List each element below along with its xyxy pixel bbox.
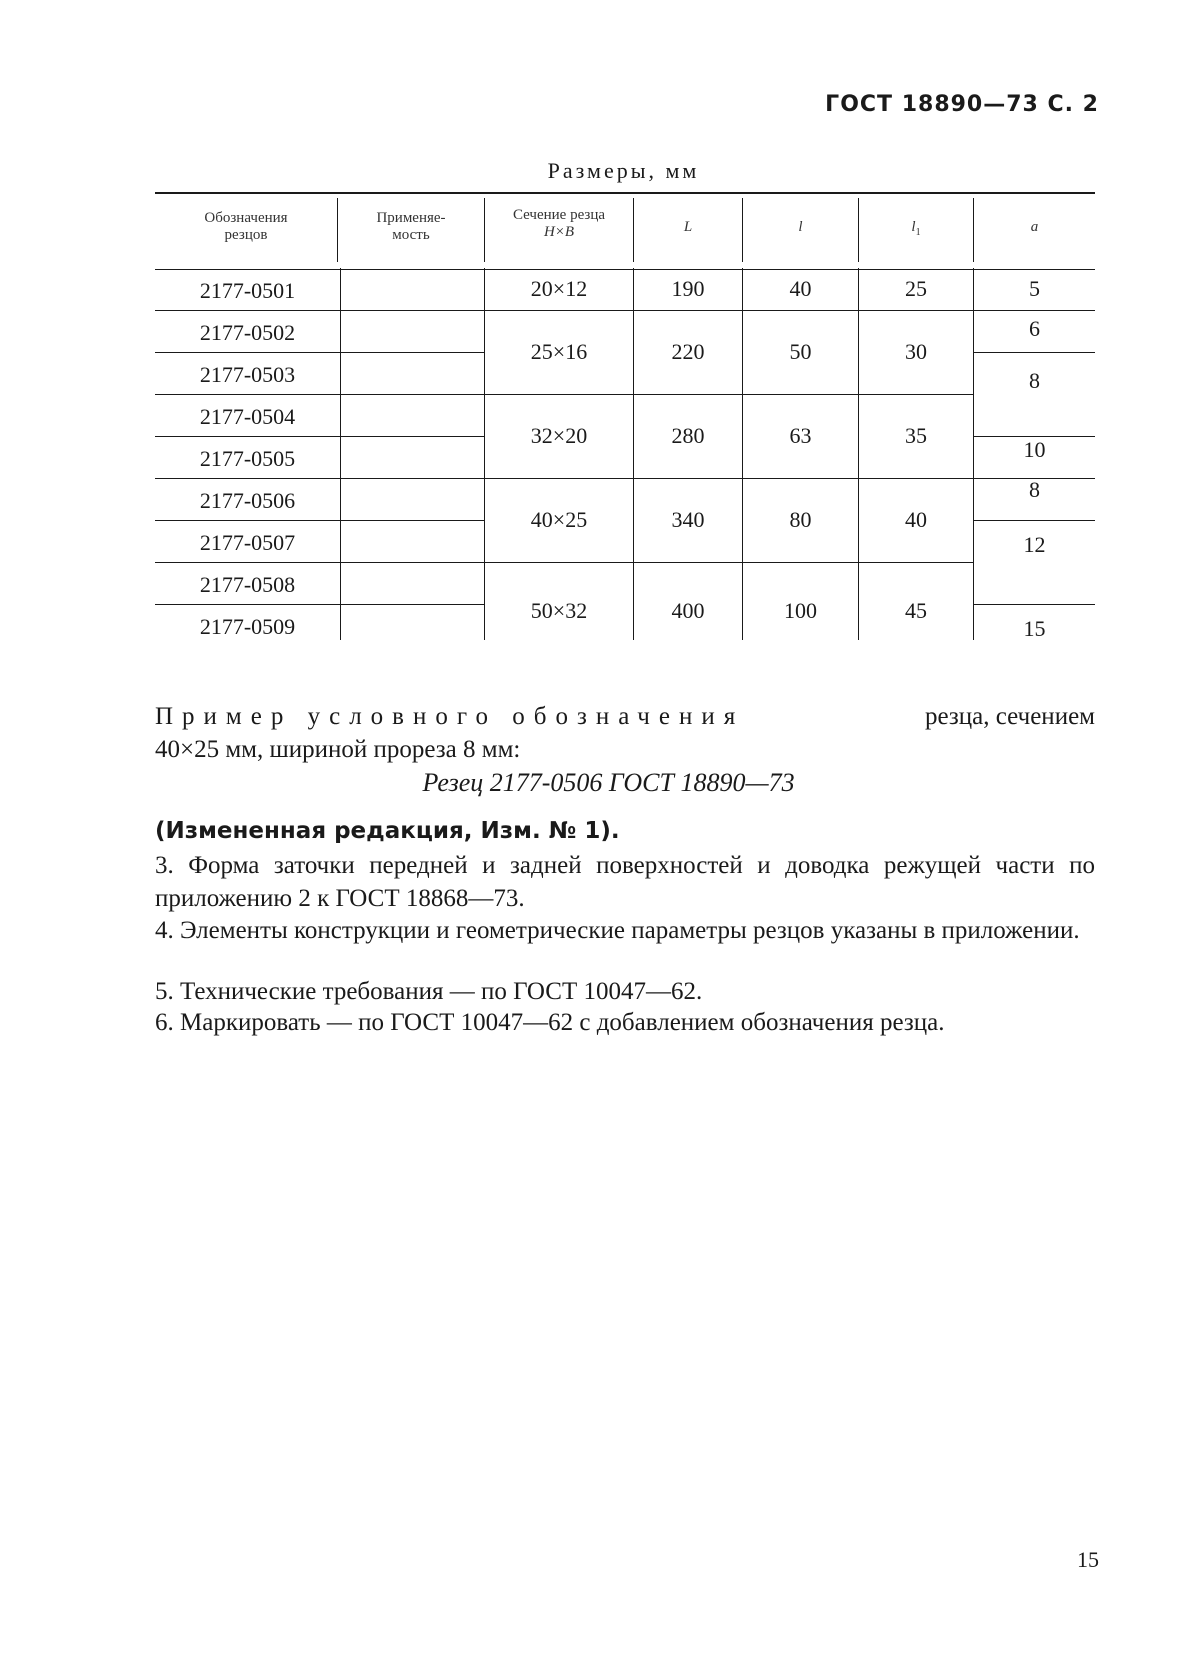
dimensions-table <box>155 192 1095 682</box>
section-cell: 25×16 <box>530 339 588 364</box>
L-cell: 340 <box>671 507 705 532</box>
header-l: l <box>798 219 803 235</box>
item-4: 4. Элементы конструкции и геометрические параметры резцов указаны в приложении. <box>155 917 1080 944</box>
L-cell: 220 <box>671 339 705 364</box>
a-cell: 6 <box>1029 316 1040 341</box>
item-3: 3. Форма заточки передней и задней поверхностей и доводка режущей части по приложению 2 к ГОСТ 18868—73. <box>155 852 1095 912</box>
designation-cell: 2177-0505 <box>199 446 296 471</box>
designation-cell: 2177-0502 <box>199 320 296 345</box>
designation-cell: 2177-0508 <box>199 572 296 597</box>
section-cell: 20×12 <box>530 276 588 301</box>
designation-cell: 2177-0501 <box>199 278 296 303</box>
designation-cell: 2177-0507 <box>199 530 296 555</box>
example-intro-rest: резца, сечением <box>925 703 1095 730</box>
example-line2: 40×25 мм, шириной прореза 8 мм: <box>155 736 521 763</box>
designation-cell: 2177-0503 <box>199 362 296 387</box>
item-6: 6. Маркировать — по ГОСТ 10047—62 с добавлением обозначения резца. <box>155 1009 945 1036</box>
L-cell: 400 <box>671 598 705 623</box>
a-cell: 8 <box>1029 477 1040 502</box>
item-5: 5. Технические требования — по ГОСТ 10047—62. <box>155 978 703 1005</box>
a-cell: 10 <box>1023 437 1046 462</box>
header-designation: Обозначения резцов <box>204 210 288 243</box>
l1-cell: 30 <box>905 339 927 364</box>
a-cell: 8 <box>1029 368 1040 393</box>
header-l1: $l_1$ <box>911 219 921 238</box>
L-cell: 280 <box>671 423 705 448</box>
l1-cell: 35 <box>905 423 927 448</box>
header-applicability: Применяе- мость <box>376 210 446 243</box>
l-cell: 100 <box>784 598 817 623</box>
l-cell: 40 <box>789 276 812 301</box>
a-cell: 15 <box>1023 616 1046 641</box>
header-L: L <box>683 219 693 235</box>
l1-cell: 25 <box>905 276 927 301</box>
l1-cell: 45 <box>905 598 927 623</box>
example-designation: Резец 2177-0506 ГОСТ 18890—73 <box>422 768 795 797</box>
designation-cell: 2177-0504 <box>199 404 296 429</box>
designation-cell: 2177-0506 <box>199 488 296 513</box>
l-cell: 80 <box>789 507 812 532</box>
section-cell: 40×25 <box>530 507 588 532</box>
l-cell: 50 <box>789 339 812 364</box>
amendment-note: (Измененная редакция, Изм. № 1). <box>155 818 620 844</box>
a-cell: 5 <box>1029 276 1040 301</box>
section-cell: 50×32 <box>530 598 588 623</box>
l-cell: 63 <box>789 423 812 448</box>
example-paragraph <box>155 700 1095 766</box>
l1-cell: 40 <box>905 507 927 532</box>
table-caption: Размеры, мм <box>547 158 700 183</box>
a-cell: 12 <box>1023 532 1046 557</box>
example-intro-spaced: Пример условного обозначения <box>155 703 745 730</box>
L-cell: 190 <box>671 276 705 301</box>
header-section: Сечение резца H×B <box>512 207 606 240</box>
page-header: ГОСТ 18890—73 С. 2 <box>825 92 1099 117</box>
designation-cell: 2177-0509 <box>199 614 296 639</box>
section-cell: 32×20 <box>530 423 588 448</box>
page-number: 15 <box>1077 1547 1099 1572</box>
header-a: a <box>1030 219 1039 235</box>
